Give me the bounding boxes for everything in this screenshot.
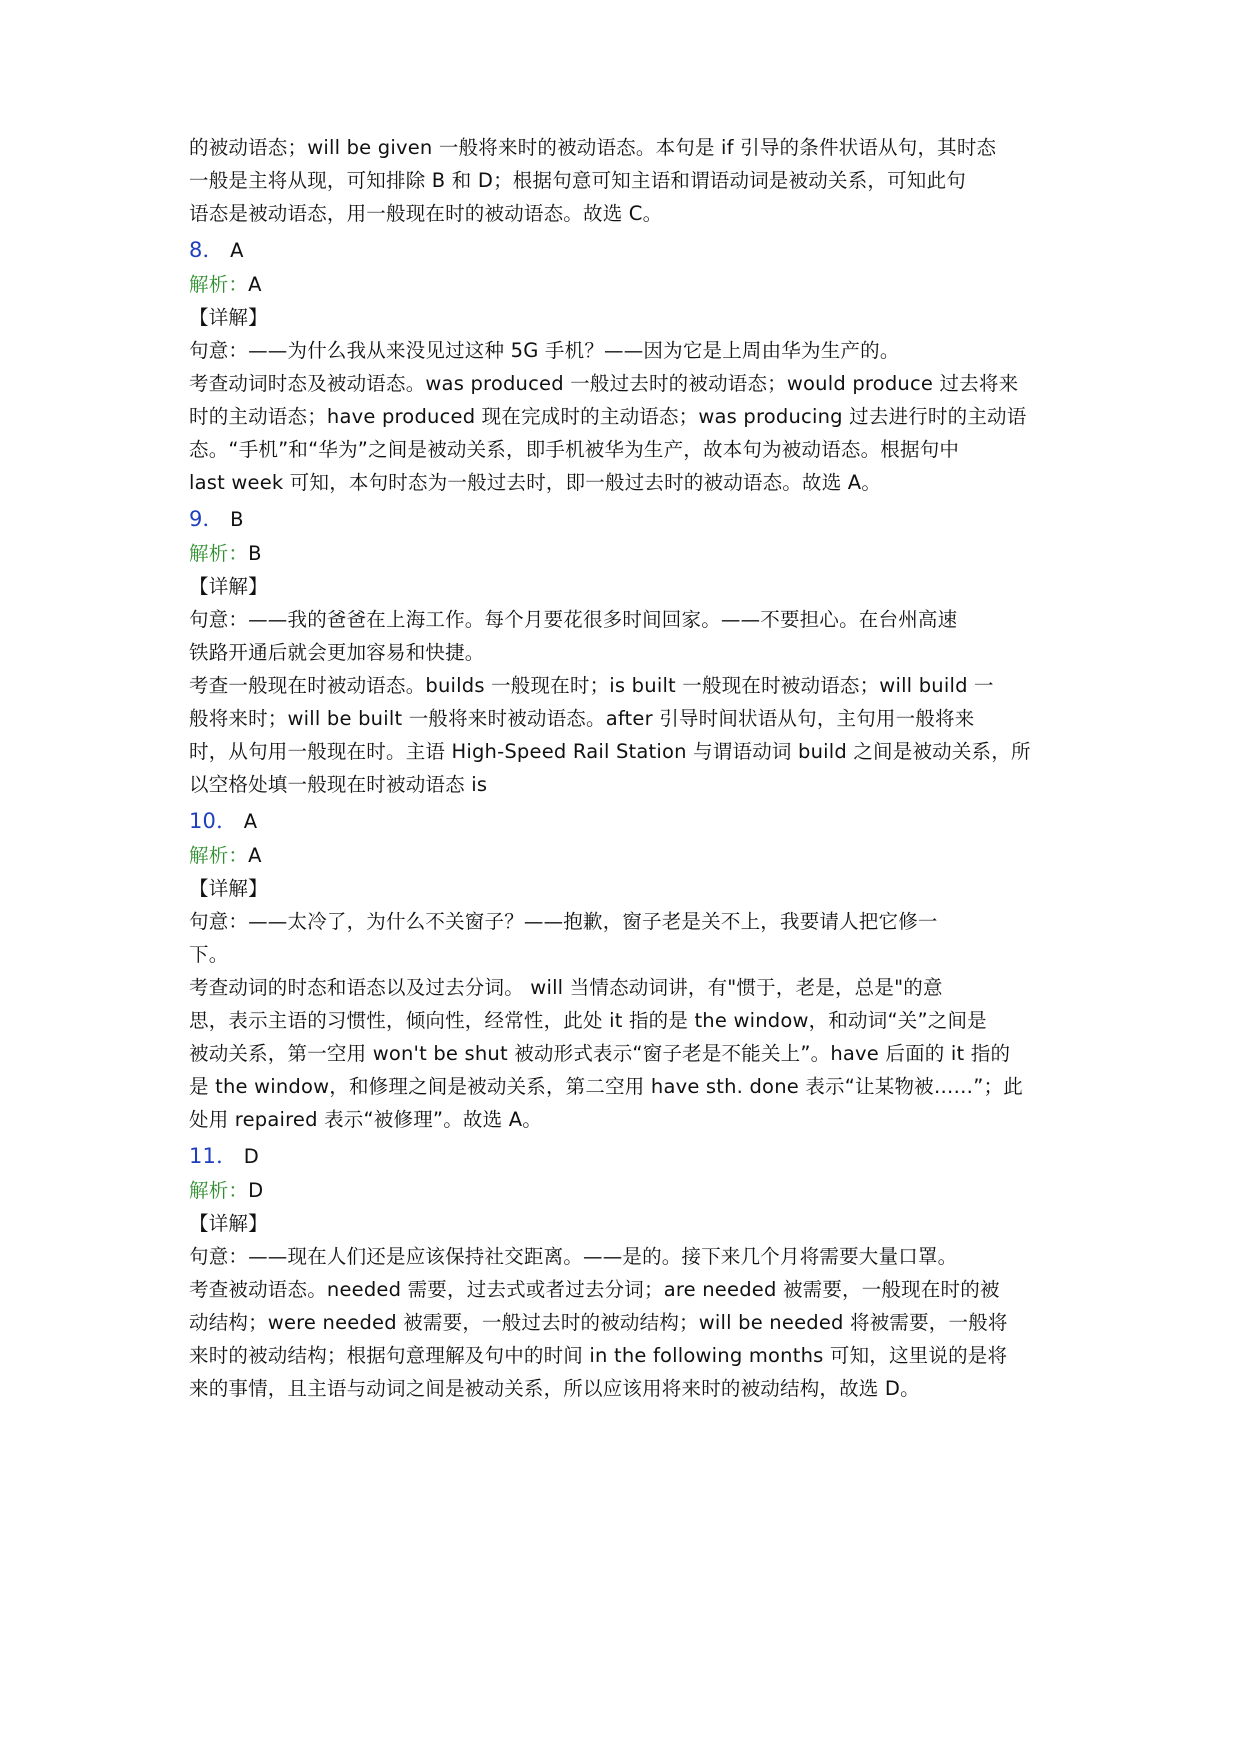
continued-text-line: 语态是被动语态，用一般现在时的被动语态。故选 C。 (189, 202, 663, 225)
detail-line: 被动关系，第一空用 won't be shut 被动形式表示“窗子老是不能关上”。have 后面的 it 指的 (189, 1042, 1011, 1065)
detail-line: 处用 repaired 表示“被修理”。故选 A。 (189, 1108, 542, 1131)
detail-heading: 【详解】 (189, 1212, 268, 1235)
detail-line: 动结构；were needed 被需要，一般过去时的被动结构；will be needed 将被需要，一般将 (189, 1311, 1008, 1334)
detail-line: 考查被动语态。needed 需要，过去式或者过去分词；are needed 被需要，一般现在时的被 (189, 1278, 1000, 1301)
analysis-label: 解析： (189, 1179, 249, 1202)
detail-line: 句意：——我的爸爸在上海工作。每个月要花很多时间回家。——不要担心。在台州高速 (189, 608, 958, 631)
detail-line: 时，从句用一般现在时。主语 High-Speed Rail Station 与谓语动词 build 之间是被动关系，所 (189, 740, 1031, 763)
question-answer: B (230, 508, 244, 531)
question-number: 10． (189, 809, 238, 833)
detail-heading: 【详解】 (189, 306, 268, 329)
detail-heading: 【详解】 (189, 575, 268, 598)
detail-line: 句意：——现在人们还是应该保持社交距离。——是的。接下来几个月将需要大量口罩。 (189, 1245, 958, 1268)
detail-line: 句意：——为什么我从来没见过这种 5G 手机？——因为它是上周由华为生产的。 (189, 339, 900, 362)
analysis-answer: A (248, 844, 262, 867)
detail-line: last week 可知，本句时态为一般过去时，即一般过去时的被动语态。故选 A。 (189, 471, 882, 494)
question-answer: A (243, 810, 258, 833)
detail-line: 铁路开通后就会更加容易和快捷。 (189, 641, 485, 664)
detail-line: 来的事情，且主语与动词之间是被动关系，所以应该用将来时的被动结构，故选 D。 (189, 1377, 920, 1400)
detail-line: 来时的被动结构；根据句意理解及句中的时间 in the following months 可知，这里说的是将 (189, 1344, 1008, 1367)
question-10-analysis (189, 842, 262, 870)
detail-line: 态。“手机”和“华为”之间是被动关系，即手机被华为生产，故本句为被动语态。根据句中 (189, 438, 960, 461)
analysis-label: 解析： (189, 844, 249, 867)
continued-text-line: 一般是主将从现，可知排除 B 和 D；根据句意可知主语和谓语动词是被动关系，可知此句 (189, 169, 966, 192)
question-11-analysis (189, 1177, 263, 1205)
question-9-analysis (189, 540, 262, 568)
detail-line: 考查动词时态及被动语态。was produced 一般过去时的被动语态；would produce 过去将来 (189, 372, 1019, 395)
question-answer: A (230, 239, 244, 262)
question-answer: D (243, 1145, 259, 1168)
detail-heading: 【详解】 (189, 877, 268, 900)
detail-line: 考查一般现在时被动语态。builds 一般现在时；is built 一般现在时被动语态；will build 一 (189, 674, 994, 697)
analysis-label: 解析： (189, 273, 249, 296)
detail-line: 句意：——太冷了，为什么不关窗子？——抱歉，窗子老是关不上，我要请人把它修一 (189, 910, 938, 933)
question-9-header (189, 505, 244, 533)
question-8-analysis (189, 271, 262, 299)
detail-line: 是 the window，和修理之间是被动关系，第二空用 have sth. done 表示“让某物被……”；此 (189, 1075, 1023, 1098)
detail-line: 般将来时；will be built 一般将来时被动语态。after 引导时间状语从句，主句用一般将来 (189, 707, 975, 730)
detail-line: 下。 (189, 943, 229, 966)
question-number: 11． (189, 1144, 238, 1168)
question-11-header (189, 1142, 259, 1170)
question-number: 8． (189, 238, 224, 262)
detail-line: 考查动词的时态和语态以及过去分词。 will 当情态动词讲，有"惯于，老是，总是"的意 (189, 976, 943, 999)
detail-line: 思，表示主语的习惯性，倾向性，经常性，此处 it 指的是 the window，和动词“关”之间是 (189, 1009, 987, 1032)
question-10-header (189, 807, 257, 835)
analysis-answer: D (248, 1179, 264, 1202)
detail-line: 时的主动语态；have produced 现在完成时的主动语态；was producing 过去进行时的主动语 (189, 405, 1027, 428)
question-8-header (189, 236, 244, 264)
analysis-label: 解析： (189, 542, 249, 565)
analysis-answer: A (248, 273, 262, 296)
question-number: 9． (189, 507, 224, 531)
continued-text-line: 的被动语态；will be given 一般将来时的被动语态。本句是 if 引导的条件状语从句，其时态 (189, 136, 997, 159)
detail-line: 以空格处填一般现在时被动语态 is (189, 773, 488, 796)
analysis-answer: B (248, 542, 262, 565)
